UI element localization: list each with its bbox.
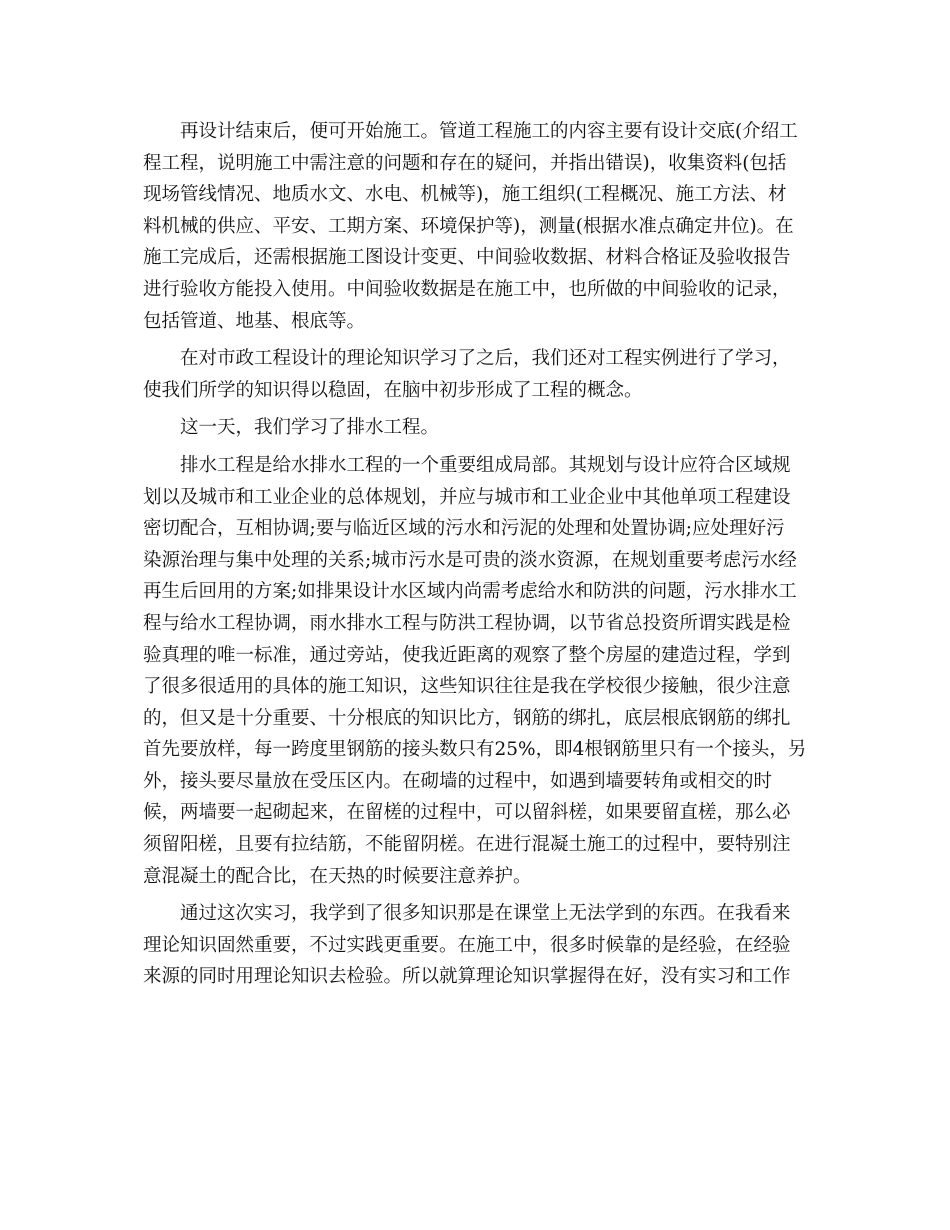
text-line: 染源治理与集中处理的关系;城市污水是可贵的淡水资源，在规划重要考虑污水经	[143, 549, 797, 571]
text-line: 现场管线情况、地质水文、水电、机械等)，施工组织(工程概况、施工方法、材	[143, 184, 787, 206]
text-line: 须留阳槎，且要有拉结筋，不能留阴槎。在进行混凝土施工的过程中，要特别注	[143, 834, 791, 856]
text-line: 验真理的唯一标准，通过旁站，使我近距离的观察了整个房屋的建造过程，学到	[143, 644, 791, 666]
text-line: 密切配合，互相协调;要与临近区域的污水和污泥的处理和处置协调;应处理好污	[143, 518, 785, 540]
text-line: 通过这次实习，我学到了很多知识那是在课堂上无法学到的东西。在我看来	[180, 903, 791, 925]
text-line: 意混凝土的配合比，在天热的时候要注意养护。	[143, 865, 532, 887]
paragraph-internship-reflection	[143, 898, 809, 993]
paragraph-drainage-day	[143, 412, 809, 444]
text-line: 划以及城市和工业企业的总体规划，并应与城市和工业企业中其他单项工程建设	[143, 486, 791, 508]
text-line: 料机械的供应、平安、工期方案、环境保护等)，测量(根据水准点确定井位)。在	[143, 215, 794, 237]
text-line: 理论知识固然重要，不过实践更重要。在施工中，很多时候靠的是经验，在经验	[143, 934, 791, 956]
text-line: 程与给水工程协调，雨水排水工程与防洪工程协调，以节省总投资所谓实践是检	[143, 612, 791, 634]
text-line: 的，但又是十分重要、十分根底的知识比方，钢筋的绑扎，底层根底钢筋的绑扎	[143, 707, 791, 729]
text-line: 程工程，说明施工中需注意的问题和存在的疑问，并指出错误)，收集资料(包括	[143, 152, 787, 174]
text-line: 进行验收方能投入使用。中间验收数据是在施工中，也所做的中间验收的记录，	[143, 278, 791, 300]
text-line: 来源的同时用理论知识去检验。所以就算理论知识掌握得在好，没有实习和工作	[143, 966, 791, 988]
text-line: 排水工程是给水排水工程的一个重要组成局部。其规划与设计应符合区域规	[180, 454, 791, 476]
text-line: 这一天，我们学习了排水工程。	[180, 417, 440, 439]
document-body	[143, 116, 809, 999]
text-line: 首先要放样，每一跨度里钢筋的接头数只有25%，即4根钢筋里只有一个接头，另	[143, 739, 807, 761]
text-line: 施工完成后，还需根据施工图设计变更、中间验收数据、材料合格证及验收报告	[143, 247, 791, 269]
text-line: 使我们所学的知识得以稳固，在脑中初步形成了工程的概念。	[143, 379, 643, 401]
paragraph-construction-process	[143, 116, 809, 337]
text-line: 再设计结束后，便可开始施工。管道工程施工的内容主要有设计交底(介绍工	[180, 121, 798, 142]
paragraph-drainage-engineering	[143, 450, 809, 892]
text-line: 候，两墙要一起砌起来，在留槎的过程中，可以留斜槎，如果要留直槎，那么必	[143, 802, 791, 824]
text-line: 在对市政工程设计的理论知识学习了之后，我们还对工程实例进行了学习，	[180, 348, 791, 370]
text-line: 包括管道、地基、根底等。	[143, 310, 366, 332]
paragraph-case-study	[143, 343, 809, 406]
text-line: 了很多很适用的具体的施工知识，这些知识往往是我在学校很少接触，很少注意	[143, 676, 791, 698]
text-line: 外，接头要尽量放在受压区内。在砌墙的过程中，如遇到墙要转角或相交的时	[143, 770, 773, 792]
text-line: 再生后回用的方案;如排果设计水区域内尚需考虑给水和防洪的问题，污水排水工	[143, 581, 797, 603]
